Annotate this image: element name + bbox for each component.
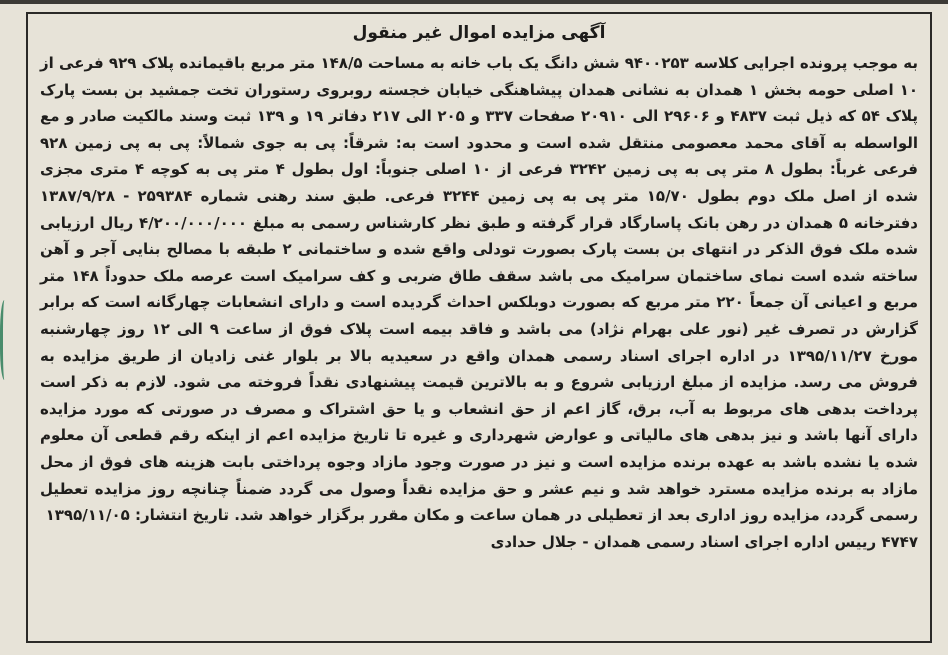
notice-signature: ۴۷۴۷ رییس اداره اجرای اسناد رسمی همدان - جلال حدادی — [490, 532, 918, 551]
notice-title: آگهی مزایده اموال غیر منقول — [352, 23, 606, 43]
notice-paragraph: به موجب پرونده اجرایی کلاسه ۹۴۰۰۲۵۳ شش دانگ یک باب خانه به مساحت ۱۴۸/۵ متر مربع باقیمانده پلاک ۹۲۹ فرعی از ۱۰ اصلی حومه بخش ۱ همدان به نشانی همدان پیشاهنگی خیابان خجسته روبروی رستوران تخت جمشید بن بست پارک پلاک ۵۴ که ذیل ثبت ۴۸۳۷ و ۲۹۶۰۶ الی ۲۰۹۱۰ صفحات ۳۳۷ و ۲۰۵ الی ۲۱۷ دفاتر ۱۹ و ۱۳۹ ثبت وسند مالکیت صادر و مع الواسطه به آقای محمد معصومی منتقل شده است و محدود است به: شرقاً: پی به جوی شمالاً: پی به پی زمین ۹۲۸ فرعی غرباً: بطول ۸ متر پی به پی زمین ۳۲۴۲ فرعی از ۱۰ اصلی جنوباً: اول بطول ۴ متر پی به کوچه ۴ متری مجزی شده از اصل ملک دوم بطول ۱۵/۷۰ متر پی به پی زمین ۳۲۴۴ فرعی. طبق سند رهنی شماره ۲۵۹۳۸۴ - ۱۳۸۷/۹/۲۸ دفترخانه ۵ همدان در رهن بانک پاسارگاد قرار گرفته و طبق نظر کارشناس رسمی به مبلغ ۴/۲۰۰/۰۰۰/۰۰۰ ریال ارزیابی شده ملک فوق الذکر در انتهای بن بست پارک بصورت تودلی واقع شده و ساختمانی ۲ طبقه با مصالح بنایی آجر و آهن ساخته شده است نمای ساختمان سرامیک می باشد سقف طاق ضربی و کف سرامیک است عرصه ملک حدوداً ۱۴۸ متر مربع و اعیانی آن جمعاً ۲۲۰ متر مربع که بصورت دوبلکس احداث گردیده است و دارای انشعابات چهارگانه است که برابر گزارش در تصرف غیر (نور علی بهرام نژاد) می باشد و فاقد بیمه است پلاک فوق از ساعت ۹ الی ۱۲ روز چهارشنبه مورخ ۱۳۹۵/۱۱/۲۷ در اداره اجرای اسناد رسمی همدان واقع در سعیدیه بالا بر بلوار غنی زادیان از طریق مزایده به فروش می رسد. مزایده از مبلغ ارزیابی شروع و به بالاترین قیمت پیشنهادی نقداً فروخته می شود. لازم به ذکر است پرداخت بدهی های مربوط به آب، برق، گاز اعم از حق انشعاب و یا حق اشتراک و مصرف در صورتی که مورد مزایده دارای آنها باشد و نیز بدهی های مالیاتی و عوارض شهرداری و غیره تا تاریخ مزایده اعم از اینکه رقم قطعی آن معلوم شده یا نشده باشد به عهده برنده مزایده است و نیز در صورت وجود مازاد وجوه پرداختی بابت هزینه های فوق از محل مازاد به برنده مزایده مسترد خواهد شد و نیم عشر و حق مزایده نقداً وصول می گردد ضمناً چنانچه روز مزایده تعطیل رسمی گردد، مزایده روز اداری بعد از تعطیلی در همان ساعت و مکان مقرر برگزار خواهد شد. تاریخ انتشار: ۱۳۹۵/۱۱/۰۵ — [40, 54, 919, 525]
ink-mark — [0, 300, 11, 380]
notice-frame — [26, 12, 932, 643]
notice-body — [40, 50, 918, 529]
previous-article-edge — [0, 0, 948, 4]
